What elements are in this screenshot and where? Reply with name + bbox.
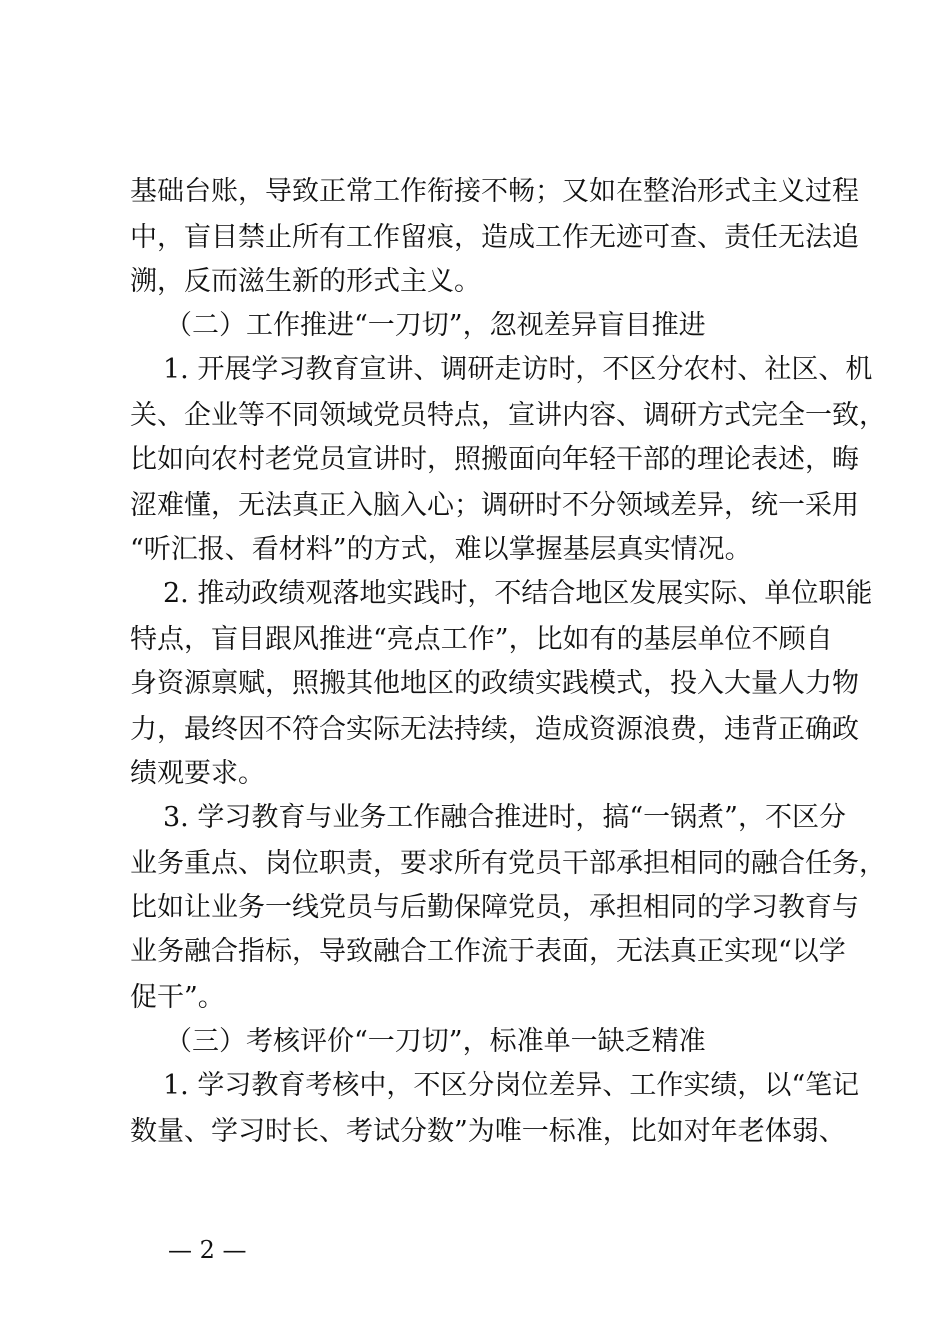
paragraph-line: 涩难懂，无法真正入脑入心；调研时不分领域差异，统一采用 (130, 490, 859, 521)
paragraph-line: 力，最终因不符合实际无法持续，造成资源浪费，违背正确政 (130, 714, 859, 745)
section-heading: （三）考核评价“一刀切”，标准单一缺乏精准 (165, 1026, 706, 1057)
page-number: — 2 — (168, 1236, 247, 1264)
paragraph-line: 身资源禀赋，照搬其他地区的政绩实践模式，投入大量人力物 (130, 668, 859, 699)
paragraph-line: 1. 学习教育考核中，不区分岗位差异、工作实绩，以“笔记 (163, 1070, 860, 1101)
paragraph-line: 关、企业等不同领域党员特点，宣讲内容、调研方式完全一致， (130, 400, 886, 431)
paragraph-line: 数量、学习时长、考试分数”为唯一标准，比如对年老体弱、 (130, 1116, 846, 1147)
paragraph-line: 比如让业务一线党员与后勤保障党员，承担相同的学习教育与 (130, 892, 859, 923)
paragraph-line: 业务重点、岗位职责，要求所有党员干部承担相同的融合任务， (130, 848, 886, 879)
paragraph-line: 溯，反而滋生新的形式主义。 (130, 266, 481, 297)
paragraph-line: 3. 学习教育与业务工作融合推进时，搞“一锅煮”，不区分 (163, 802, 846, 833)
paragraph-line: 促干”。 (130, 982, 225, 1013)
paragraph-line: 中，盲目禁止所有工作留痕，造成工作无迹可查、责任无法追 (130, 222, 859, 253)
section-heading: （二）工作推进“一刀切”，忽视差异盲目推进 (165, 310, 706, 341)
paragraph-line: 特点，盲目跟风推进“亮点工作”，比如有的基层单位不顾自 (130, 624, 833, 655)
paragraph-line: “听汇报、看材料”的方式，难以掌握基层真实情况。 (130, 534, 752, 565)
paragraph-line: 绩观要求。 (130, 758, 265, 789)
paragraph-line: 2. 推动政绩观落地实践时，不结合地区发展实际、单位职能 (163, 578, 873, 609)
paragraph-line: 基础台账，导致正常工作衔接不畅；又如在整治形式主义过程 (130, 176, 859, 207)
paragraph-line: 比如向农村老党员宣讲时，照搬面向年轻干部的理论表述，晦 (130, 444, 859, 475)
paragraph-line: 1. 开展学习教育宣讲、调研走访时，不区分农村、社区、机 (163, 354, 873, 385)
paragraph-line: 业务融合指标，导致融合工作流于表面，无法真正实现“以学 (130, 936, 846, 967)
